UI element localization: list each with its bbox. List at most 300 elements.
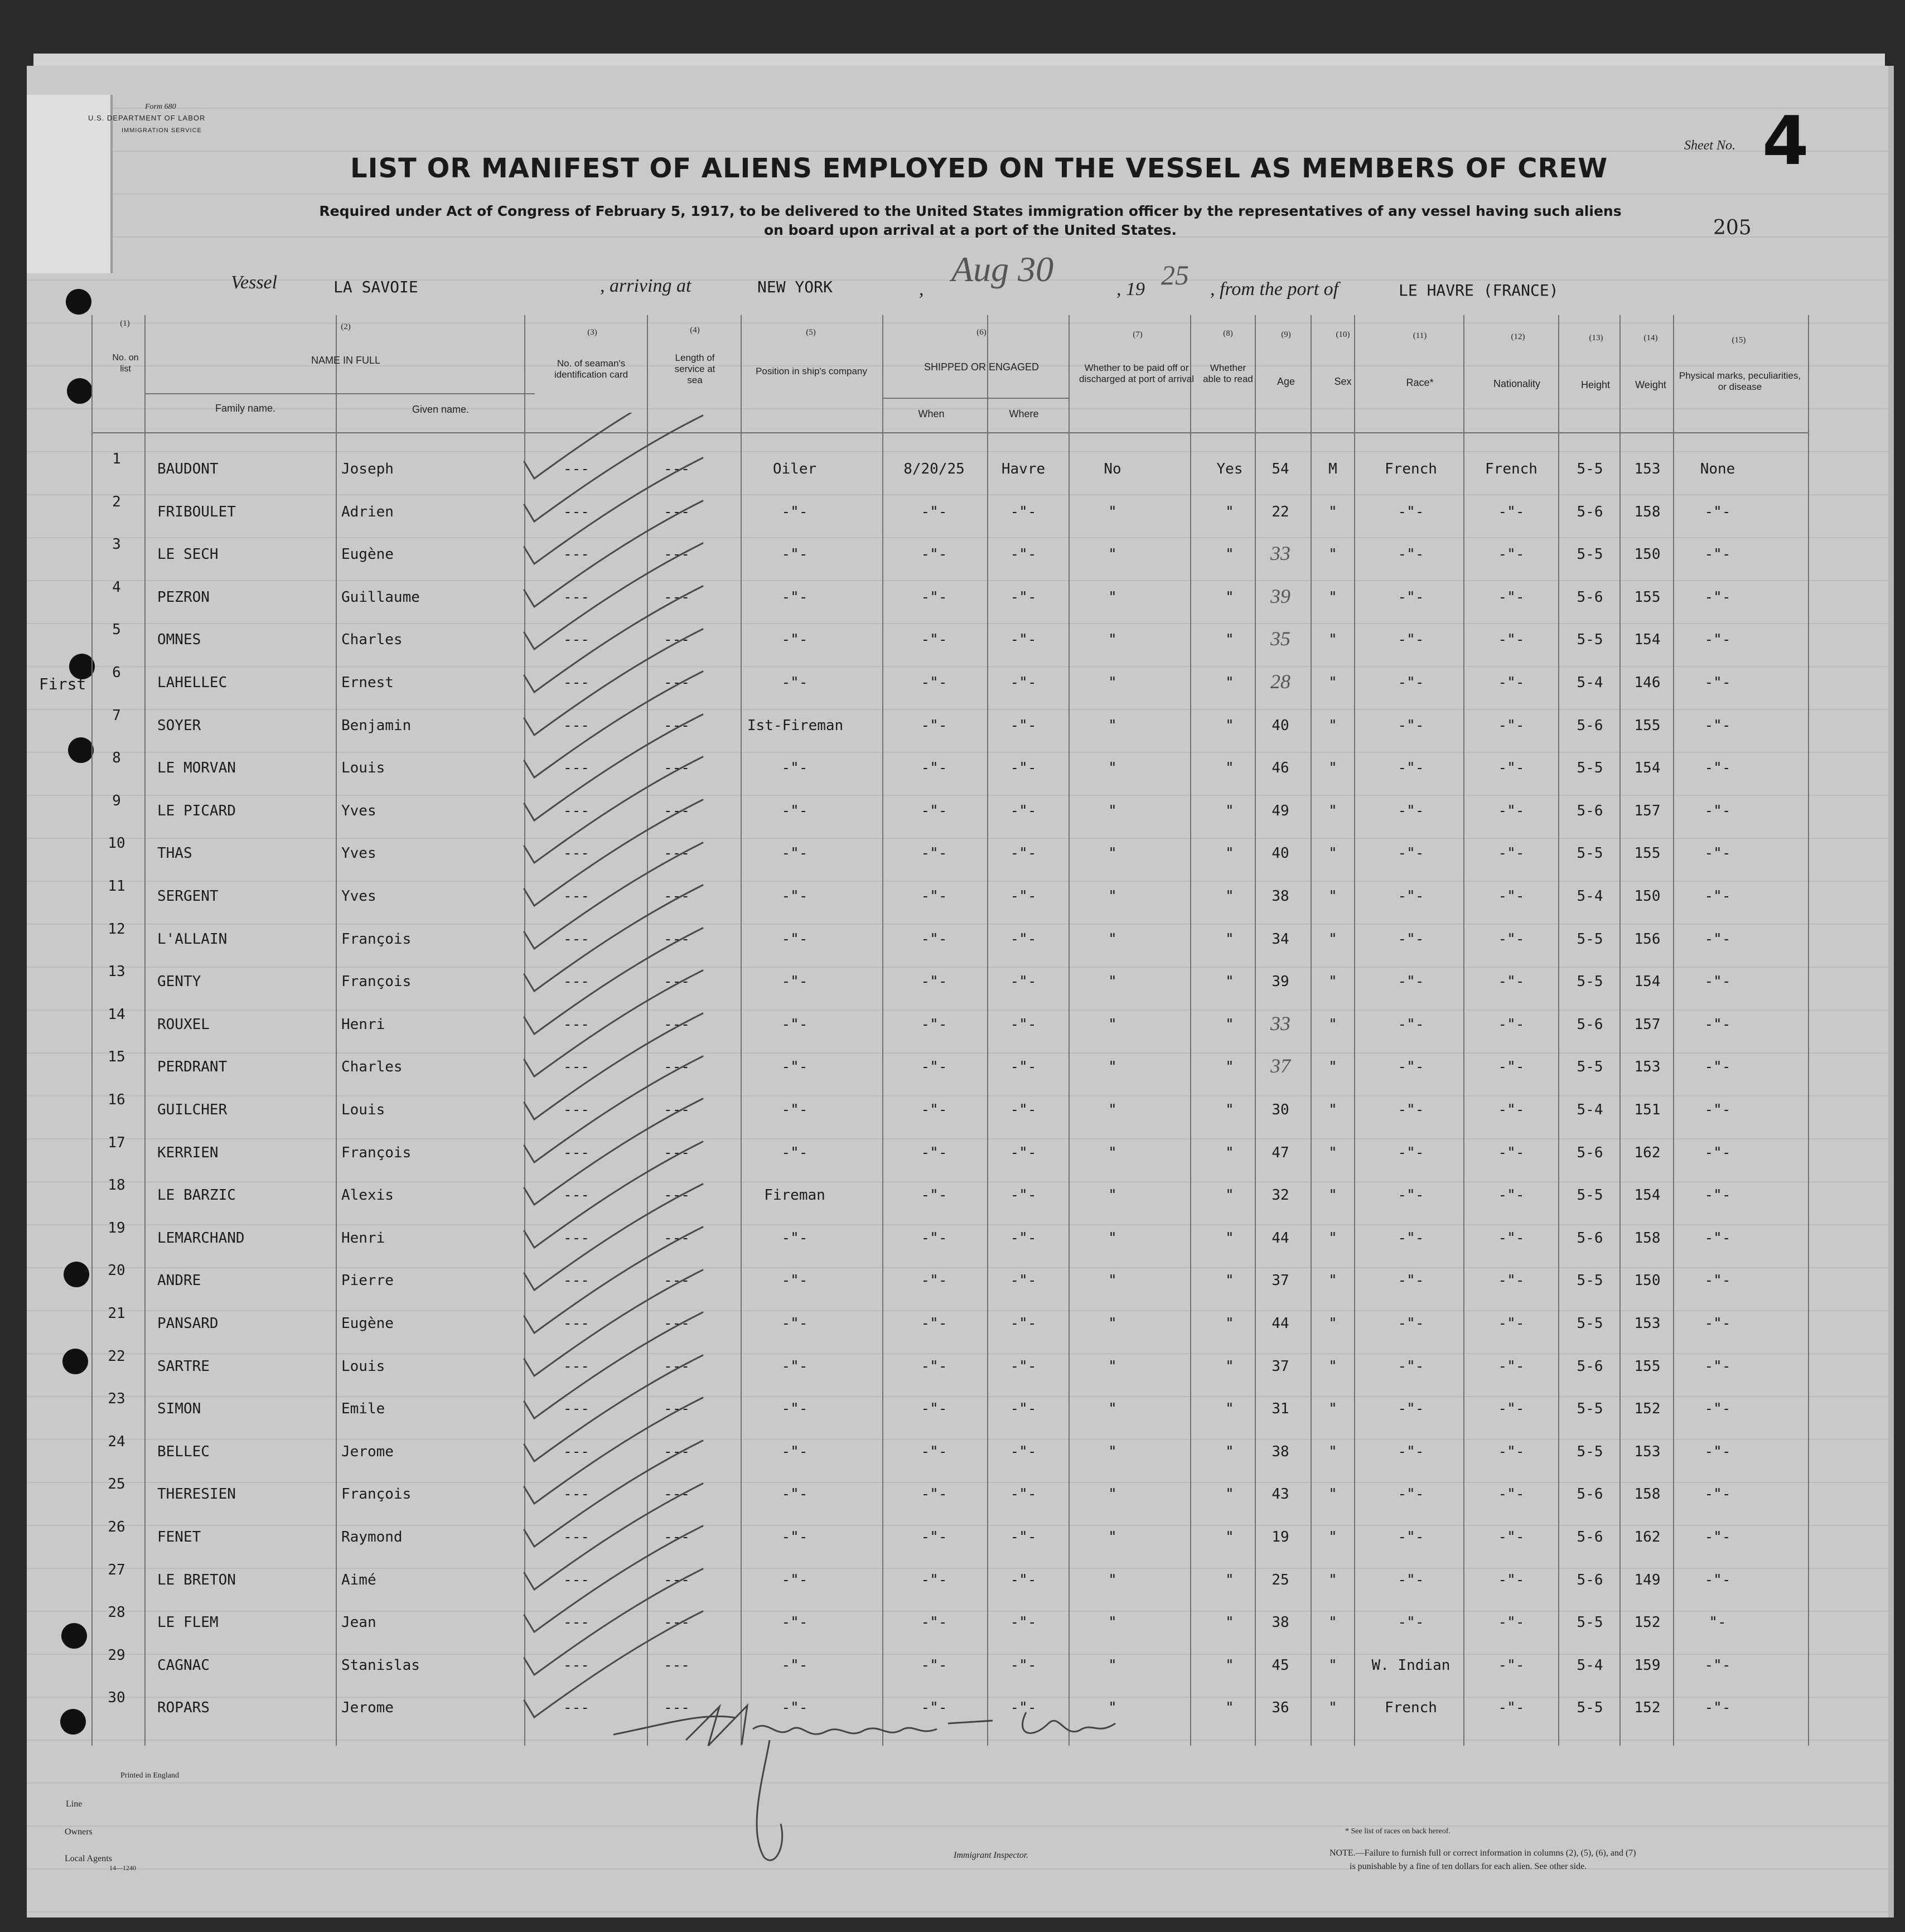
penalty-note-2: is punishable by a fine of ten dollars for each alien. See other side. xyxy=(1350,1862,1587,1871)
weight: 152 xyxy=(1634,1614,1661,1631)
weight: 157 xyxy=(1634,803,1661,819)
family-name: PEZRON xyxy=(157,589,210,606)
shipped-where: -"- xyxy=(1010,1529,1037,1545)
punch-hole xyxy=(64,1262,89,1287)
physical-marks: -"- xyxy=(1704,674,1731,691)
seaman-card-number: --- xyxy=(563,1059,589,1075)
physical-marks: -"- xyxy=(1704,760,1731,776)
ship-position: -"- xyxy=(781,1400,808,1417)
height: 5-6 xyxy=(1577,504,1603,520)
paid-off: " xyxy=(1108,1400,1117,1417)
ship-position: -"- xyxy=(781,631,808,648)
physical-marks: None xyxy=(1700,461,1735,477)
row-number: 4 xyxy=(112,579,121,596)
shipped-where: -"- xyxy=(1010,1059,1037,1075)
col-number-4: (4) xyxy=(690,326,700,335)
physical-marks: -"- xyxy=(1704,1699,1731,1716)
length-of-service: --- xyxy=(664,461,690,477)
ship-position: -"- xyxy=(781,931,808,948)
family-name: THAS xyxy=(157,845,192,862)
ship-position: -"- xyxy=(781,1699,808,1716)
physical-marks: -"- xyxy=(1704,973,1731,990)
col-number-3: (3) xyxy=(587,328,597,337)
sheet-label: Sheet No. xyxy=(1684,138,1735,153)
race: -"- xyxy=(1398,1572,1424,1588)
race: -"- xyxy=(1398,717,1424,734)
seaman-card-number: --- xyxy=(563,1230,589,1247)
weight: 162 xyxy=(1634,1529,1661,1545)
paid-off: " xyxy=(1108,845,1117,862)
given-name: François xyxy=(341,931,412,948)
paid-off: " xyxy=(1108,504,1117,520)
race: -"- xyxy=(1398,1016,1424,1033)
paid-off: " xyxy=(1108,589,1117,606)
date-separator: , xyxy=(919,279,924,300)
physical-marks: -"- xyxy=(1704,845,1731,862)
able-to-read: " xyxy=(1225,717,1234,734)
given-name: Adrien xyxy=(341,504,394,520)
weight: 154 xyxy=(1634,973,1661,990)
seaman-card-number: --- xyxy=(563,589,589,606)
age: 43 xyxy=(1271,1486,1289,1503)
race: -"- xyxy=(1398,931,1424,948)
column-header-physical-marks: Physical marks, peculiarities, or disease xyxy=(1679,370,1801,392)
column-header-age: Age xyxy=(1277,376,1295,387)
nationality: -"- xyxy=(1498,931,1525,948)
age: 37 xyxy=(1271,1358,1289,1375)
weight: 155 xyxy=(1634,589,1661,606)
sex: " xyxy=(1328,1102,1337,1118)
shipped-where: -"- xyxy=(1010,631,1037,648)
able-to-read: " xyxy=(1225,589,1234,606)
age: 54 xyxy=(1271,461,1289,477)
sex: " xyxy=(1328,1315,1337,1332)
shipped-where: -"- xyxy=(1010,674,1037,691)
seaman-card-number: --- xyxy=(563,1529,589,1545)
row-number: 1 xyxy=(112,451,121,467)
ship-position: -"- xyxy=(781,1529,808,1545)
shipped-where: -"- xyxy=(1010,1572,1037,1588)
sex: " xyxy=(1328,1657,1337,1674)
able-to-read: " xyxy=(1225,1144,1234,1161)
given-name: Louis xyxy=(341,760,385,776)
nationality: -"- xyxy=(1498,546,1525,563)
given-name: Jerome xyxy=(341,1699,394,1716)
nationality: -"- xyxy=(1498,1572,1525,1588)
weight: 154 xyxy=(1634,760,1661,776)
nationality: -"- xyxy=(1498,1657,1525,1674)
weight: 154 xyxy=(1634,631,1661,648)
ship-position: -"- xyxy=(781,1102,808,1118)
race: -"- xyxy=(1398,973,1424,990)
paid-off: " xyxy=(1108,1699,1117,1716)
shipped-where: -"- xyxy=(1010,1016,1037,1033)
length-of-service: --- xyxy=(664,504,690,520)
weight: 153 xyxy=(1634,461,1661,477)
ship-position: -"- xyxy=(781,546,808,563)
race: -"- xyxy=(1398,674,1424,691)
family-name: ROPARS xyxy=(157,1699,210,1716)
col-number-5: (5) xyxy=(806,328,816,337)
height: 5-6 xyxy=(1577,1486,1603,1503)
race: French xyxy=(1385,1699,1437,1716)
physical-marks: -"- xyxy=(1704,1486,1731,1503)
seaman-card-number: --- xyxy=(563,1144,589,1161)
height: 5-5 xyxy=(1577,1699,1603,1716)
family-name: OMNES xyxy=(157,631,201,648)
col-number-6: (6) xyxy=(976,328,987,337)
age: 38 xyxy=(1271,1443,1289,1460)
race: -"- xyxy=(1398,1614,1424,1631)
shipped-where: -"- xyxy=(1010,717,1037,734)
column-header-able-to-read: Whether able to read xyxy=(1203,363,1253,384)
ship-position: -"- xyxy=(781,973,808,990)
physical-marks: -"- xyxy=(1704,1400,1731,1417)
sex: " xyxy=(1328,845,1337,862)
nationality: French xyxy=(1485,461,1537,477)
shipped-when: -"- xyxy=(921,1016,947,1033)
ship-position: Oiler xyxy=(772,461,817,477)
sex: " xyxy=(1328,1529,1337,1545)
shipped-where: -"- xyxy=(1010,1443,1037,1460)
physical-marks: -"- xyxy=(1704,1102,1731,1118)
age: 31 xyxy=(1271,1400,1289,1417)
column-header-nationality: Nationality xyxy=(1493,378,1541,389)
race: -"- xyxy=(1398,1358,1424,1375)
seaman-card-number: --- xyxy=(563,1315,589,1332)
sex: " xyxy=(1328,1187,1337,1204)
paid-off: " xyxy=(1108,931,1117,948)
shipped-when: -"- xyxy=(921,1400,947,1417)
footer-owners-label: Owners xyxy=(65,1827,93,1837)
physical-marks: -"- xyxy=(1704,546,1731,563)
grid-line xyxy=(882,398,1068,399)
nationality: -"- xyxy=(1498,1016,1525,1033)
given-name: François xyxy=(341,973,412,990)
year-handwritten: 25 xyxy=(1161,259,1189,291)
paid-off: " xyxy=(1108,1614,1117,1631)
grid-line xyxy=(1068,315,1070,1746)
length-of-service: --- xyxy=(664,888,690,905)
shipped-where: -"- xyxy=(1010,1230,1037,1247)
shipped-where: -"- xyxy=(1010,1144,1037,1161)
nationality: -"- xyxy=(1498,1614,1525,1631)
shipped-where: -"- xyxy=(1010,845,1037,862)
departure-port: LE HAVRE (FRANCE) xyxy=(1399,281,1559,300)
able-to-read: " xyxy=(1225,760,1234,776)
shipped-where: -"- xyxy=(1010,589,1037,606)
age: 37 xyxy=(1270,1055,1290,1077)
weight: 153 xyxy=(1634,1059,1661,1075)
age: 40 xyxy=(1271,717,1289,734)
age: 35 xyxy=(1270,627,1290,650)
race: -"- xyxy=(1398,1443,1424,1460)
length-of-service: --- xyxy=(664,1572,690,1588)
row-number: 16 xyxy=(108,1091,125,1108)
seaman-card-number: --- xyxy=(563,1187,589,1204)
able-to-read: " xyxy=(1225,888,1234,905)
seaman-card-number: --- xyxy=(563,717,589,734)
col-number-10: (10) xyxy=(1336,330,1350,339)
column-header-weight: Weight xyxy=(1635,379,1666,390)
length-of-service: --- xyxy=(664,1400,690,1417)
height: 5-6 xyxy=(1577,1144,1603,1161)
col-number-14: (14) xyxy=(1643,334,1658,342)
punch-hole xyxy=(62,1349,88,1374)
weight: 155 xyxy=(1634,1358,1661,1375)
given-name: Eugène xyxy=(341,546,394,563)
printed-in: Printed in England xyxy=(120,1771,179,1780)
height: 5-6 xyxy=(1577,1358,1603,1375)
nationality: -"- xyxy=(1498,504,1525,520)
col-number-2: (2) xyxy=(341,322,351,331)
family-name: FRIBOULET xyxy=(157,504,236,520)
weight: 153 xyxy=(1634,1315,1661,1332)
length-of-service: --- xyxy=(664,1315,690,1332)
race: -"- xyxy=(1398,1486,1424,1503)
able-to-read: " xyxy=(1225,1486,1234,1503)
ship-position: -"- xyxy=(781,1315,808,1332)
physical-marks: -"- xyxy=(1704,803,1731,819)
sex: " xyxy=(1328,674,1337,691)
family-name: PANSARD xyxy=(157,1315,219,1332)
vessel-name: LA SAVOIE xyxy=(333,278,418,296)
punch-hole xyxy=(60,1709,86,1735)
sex: " xyxy=(1328,504,1337,520)
physical-marks: -"- xyxy=(1704,1657,1731,1674)
length-of-service: --- xyxy=(664,1059,690,1075)
given-name: Yves xyxy=(341,888,376,905)
year-prefix: , 19 xyxy=(1116,279,1145,300)
age: 28 xyxy=(1270,670,1290,693)
height: 5-5 xyxy=(1577,931,1603,948)
able-to-read: " xyxy=(1225,1230,1234,1247)
weight: 159 xyxy=(1634,1657,1661,1674)
length-of-service: --- xyxy=(664,973,690,990)
shipped-where: -"- xyxy=(1010,1102,1037,1118)
ship-position: Ist-Fireman xyxy=(747,717,844,734)
ship-position: -"- xyxy=(781,674,808,691)
race: -"- xyxy=(1398,1400,1424,1417)
length-of-service: --- xyxy=(664,546,690,563)
given-name: Pierre xyxy=(341,1272,394,1289)
ship-position: -"- xyxy=(781,1230,808,1247)
ship-position: -"- xyxy=(781,1272,808,1289)
paid-off: " xyxy=(1108,1358,1117,1375)
seaman-card-number: --- xyxy=(563,1699,589,1716)
age: 30 xyxy=(1271,1102,1289,1118)
nationality: -"- xyxy=(1498,1699,1525,1716)
family-name: SIMON xyxy=(157,1400,201,1417)
sex: " xyxy=(1328,931,1337,948)
able-to-read: " xyxy=(1225,1657,1234,1674)
given-name: Jerome xyxy=(341,1443,394,1460)
given-name: Charles xyxy=(341,631,403,648)
race: -"- xyxy=(1398,1187,1424,1204)
shipped-when: -"- xyxy=(921,888,947,905)
subtitle-line-1: Required under Act of Congress of February 5, 1917, to be delivered to the United States immigration officer by the representatives of any vessel having such aliens xyxy=(319,203,1622,219)
row-number: 30 xyxy=(108,1689,125,1706)
weight: 149 xyxy=(1634,1572,1661,1588)
col-number-8: (8) xyxy=(1223,329,1233,338)
shipped-when: -"- xyxy=(921,1187,947,1204)
seaman-card-number: --- xyxy=(563,504,589,520)
family-name: GENTY xyxy=(157,973,201,990)
weight: 155 xyxy=(1634,717,1661,734)
family-name: KERRIEN xyxy=(157,1144,219,1161)
immigrant-inspector-label: Immigrant Inspector. xyxy=(954,1851,1029,1860)
shipped-where: -"- xyxy=(1010,1486,1037,1503)
height: 5-5 xyxy=(1577,631,1603,648)
footer-line-label: Line xyxy=(66,1799,83,1809)
row-number: 17 xyxy=(108,1134,125,1151)
physical-marks: -"- xyxy=(1704,1016,1731,1033)
race: -"- xyxy=(1398,845,1424,862)
family-name: SOYER xyxy=(157,717,201,734)
given-name: Ernest xyxy=(341,674,394,691)
col-number-7: (7) xyxy=(1133,330,1143,339)
arriving-label: , arriving at xyxy=(600,276,692,296)
col-number-12: (12) xyxy=(1511,332,1525,341)
seaman-card-number: --- xyxy=(563,1400,589,1417)
row-number: 18 xyxy=(108,1177,125,1194)
able-to-read: " xyxy=(1225,1529,1234,1545)
sex: " xyxy=(1328,1486,1337,1503)
height: 5-5 xyxy=(1577,1315,1603,1332)
weight: 162 xyxy=(1634,1144,1661,1161)
shipped-where: -"- xyxy=(1010,504,1037,520)
given-name: Alexis xyxy=(341,1187,394,1204)
weight: 154 xyxy=(1634,1187,1661,1204)
seaman-card-number: --- xyxy=(563,674,589,691)
sex: " xyxy=(1328,1614,1337,1631)
age: 38 xyxy=(1271,888,1289,905)
shipped-when: -"- xyxy=(921,1272,947,1289)
given-name: François xyxy=(341,1144,412,1161)
physical-marks: "- xyxy=(1709,1614,1727,1631)
length-of-service: --- xyxy=(664,1529,690,1545)
paid-off: " xyxy=(1108,1486,1117,1503)
age: 39 xyxy=(1270,585,1290,607)
age: 44 xyxy=(1271,1315,1289,1332)
race: -"- xyxy=(1398,631,1424,648)
height: 5-5 xyxy=(1577,845,1603,862)
shipped-where: -"- xyxy=(1010,973,1037,990)
seaman-card-number: --- xyxy=(563,1614,589,1631)
ship-position: -"- xyxy=(781,845,808,862)
punch-hole xyxy=(61,1623,87,1649)
given-name: Yves xyxy=(341,845,376,862)
seaman-card-number: --- xyxy=(563,845,589,862)
seaman-card-number: --- xyxy=(563,631,589,648)
weight: 153 xyxy=(1634,1443,1661,1460)
length-of-service: --- xyxy=(664,803,690,819)
family-name: LE FLEM xyxy=(157,1614,219,1631)
family-name: L'ALLAIN xyxy=(157,931,228,948)
weight: 155 xyxy=(1634,845,1661,862)
paid-off: " xyxy=(1108,888,1117,905)
shipped-when: -"- xyxy=(921,1230,947,1247)
height: 5-6 xyxy=(1577,589,1603,606)
able-to-read: " xyxy=(1225,931,1234,948)
shipped-when: -"- xyxy=(921,1059,947,1075)
sex: " xyxy=(1328,1443,1337,1460)
column-header-shipped-or-engaged: SHIPPED OR ENGAGED xyxy=(924,361,1039,373)
grid-line xyxy=(144,315,146,1746)
penalty-note-1: NOTE.—Failure to furnish full or correct information in columns (2), (5), (6), and (7) xyxy=(1329,1848,1636,1858)
seaman-card-number: --- xyxy=(563,1657,589,1674)
sex: " xyxy=(1328,803,1337,819)
race: -"- xyxy=(1398,1144,1424,1161)
age: 34 xyxy=(1271,931,1289,948)
col-number-1: (1) xyxy=(120,319,130,328)
shipped-when: 8/20/25 xyxy=(903,461,965,477)
physical-marks: -"- xyxy=(1704,888,1731,905)
service-name: IMMIGRATION SERVICE xyxy=(122,127,202,134)
family-name: PERDRANT xyxy=(157,1059,228,1075)
able-to-read: " xyxy=(1225,1315,1234,1332)
ship-position: -"- xyxy=(781,1614,808,1631)
ship-position: -"- xyxy=(781,1572,808,1588)
grid-line xyxy=(1190,315,1191,1746)
paid-off: " xyxy=(1108,717,1117,734)
punch-hole xyxy=(66,289,91,315)
shipped-when: -"- xyxy=(921,1486,947,1503)
form-number: Form 680 xyxy=(145,103,176,111)
age: 33 xyxy=(1270,1012,1290,1035)
sex: " xyxy=(1328,589,1337,606)
physical-marks: -"- xyxy=(1704,1315,1731,1332)
paid-off: " xyxy=(1108,1187,1117,1204)
paid-off: " xyxy=(1108,546,1117,563)
physical-marks: -"- xyxy=(1704,1529,1731,1545)
family-name: LE SECH xyxy=(157,546,219,563)
grid-line xyxy=(1808,315,1809,1746)
shipped-when: -"- xyxy=(921,631,947,648)
race: -"- xyxy=(1398,504,1424,520)
height: 5-5 xyxy=(1577,1614,1603,1631)
col-number-15: (15) xyxy=(1732,336,1746,345)
age: 46 xyxy=(1271,760,1289,776)
row-number: 22 xyxy=(108,1348,125,1365)
vessel-label: Vessel xyxy=(231,272,278,293)
age: 32 xyxy=(1271,1187,1289,1204)
ship-position: -"- xyxy=(781,760,808,776)
age: 33 xyxy=(1270,542,1290,564)
height: 5-6 xyxy=(1577,1230,1603,1247)
paid-off: " xyxy=(1108,1272,1117,1289)
height: 5-6 xyxy=(1577,717,1603,734)
column-header-height: Height xyxy=(1580,379,1611,390)
shipped-when: -"- xyxy=(921,1572,947,1588)
height: 5-6 xyxy=(1577,1016,1603,1033)
paid-off: " xyxy=(1108,973,1117,990)
shipped-where: -"- xyxy=(1010,1315,1037,1332)
shipped-when: -"- xyxy=(921,1358,947,1375)
sheet-number: 4 xyxy=(1762,103,1809,180)
shipped-where: -"- xyxy=(1010,888,1037,905)
sex: " xyxy=(1328,1358,1337,1375)
column-header-sex: Sex xyxy=(1334,376,1352,387)
paid-off: " xyxy=(1108,1144,1117,1161)
sex: " xyxy=(1328,973,1337,990)
row-number: 28 xyxy=(108,1604,125,1621)
family-name: THERESIEN xyxy=(157,1486,236,1503)
nationality: -"- xyxy=(1498,1315,1525,1332)
given-name: Raymond xyxy=(341,1529,403,1545)
ship-position: -"- xyxy=(781,1016,808,1033)
family-name: BAUDONT xyxy=(157,461,219,477)
